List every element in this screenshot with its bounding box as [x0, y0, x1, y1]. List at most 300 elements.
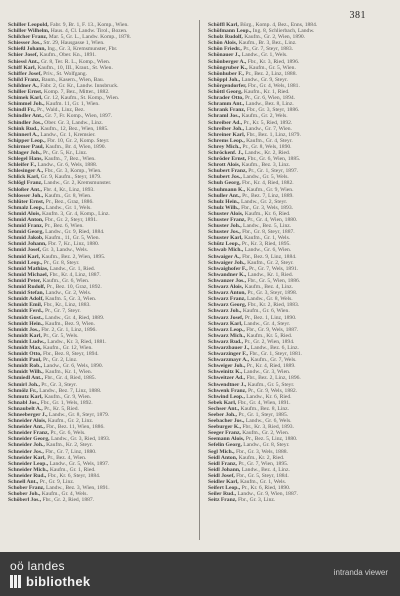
- entry-details: Kaufm., Kr. 2, Ried.: [238, 454, 285, 461]
- viewer-label: intranda viewer: [333, 568, 388, 577]
- entry-details: Landw., Gr. 3, Wien.: [243, 369, 291, 376]
- entry-name: Schuster Karl,: [208, 235, 243, 242]
- directory-entry: [8, 497, 184, 503]
- entry-name: Schörgendorfer,: [208, 82, 247, 89]
- entry-details: Pr., Wald., Linz, Bez.: [37, 107, 85, 114]
- entry-name: Schildner A.,: [8, 82, 39, 89]
- entry-name: Schmidt Emil,: [8, 302, 43, 309]
- entry-name: Schön Alois,: [208, 40, 238, 47]
- entry-name: Schirmer Paul,: [8, 143, 44, 150]
- entry-details: Kaufm., 11, Gr. 5, Wien.: [44, 235, 100, 242]
- entry-details: Fbr., Gr. 3, Steyr, 1886.: [246, 107, 300, 114]
- entry-name: Schneider Jos.,: [8, 448, 44, 455]
- entry-details: Kaufm., Kr. 2, Steyr.: [46, 442, 93, 449]
- entry-name: Schlögl Franz,: [8, 180, 43, 187]
- entry-details: Pr., Bez. 4, Wien.: [47, 454, 87, 461]
- entry-details: Landw., Gr. 2, Kremsmunster.: [43, 180, 112, 187]
- entry-name: Schuhmann K.,: [208, 186, 246, 193]
- entry-name: Schwarz Georg,: [208, 302, 247, 309]
- entry-details: Priv., St. Wolfgang.: [43, 70, 88, 77]
- entry-name: Schimek Karl,: [8, 95, 43, 102]
- entry-name: Schmid Johann,: [8, 241, 47, 248]
- entry-details: Landw., Kr. 6, Ried.: [246, 393, 292, 400]
- entry-name: Sebek Karl,: [208, 399, 237, 406]
- entry-name: Schneider Mich.,: [8, 466, 49, 473]
- entry-name: Schweitzer Ad.,: [208, 375, 246, 382]
- entry-details: Fbr., Gr. 2, Steyr, 1891.: [44, 217, 98, 223]
- entry-details: Pr., Gr. 2, Wien, 1894.: [244, 338, 295, 345]
- entry-name: Seemann Alois,: [208, 436, 245, 443]
- entry-details: Fbr., Gr. 7, Linz, 1880.: [45, 448, 97, 455]
- entry-name: Schmid Leop.,: [8, 259, 43, 266]
- entry-name: Schiessl Ant.,: [8, 58, 40, 65]
- entry-name: Schwaiger A.,: [208, 253, 241, 260]
- entry-name: Schwenk Franz,: [208, 387, 247, 394]
- entry-details: Fbr. 2, Gr. 1, Linz, 1896.: [41, 326, 97, 333]
- entry-details: Pr., Gr. 5, Kr., Linz.: [43, 149, 88, 156]
- entry-details: Fbr., Kr., Linz, 1883.: [43, 302, 91, 309]
- entry-details: Fbr., Gr. 3, Wels, 1893.: [241, 204, 294, 211]
- left-column: [8, 22, 184, 534]
- entry-name: Schwarz Karl,: [208, 320, 243, 327]
- entry-details: Landw., Gr. 5, Wels, 1897.: [49, 460, 110, 467]
- entry-details: Kaufm., Gr. 2, Wien.: [242, 430, 290, 437]
- entry-details: Kaufm., Gr. 7, Wels.: [250, 357, 297, 364]
- entry-details: Gr. 12, Kaufm., St. Komp., Wien.: [43, 95, 120, 102]
- entry-name: Sefelin Georg,: [208, 442, 242, 449]
- entry-name: Schmidt Ferd.,: [8, 308, 44, 315]
- entry-name: Schnaubelt A.,: [8, 405, 43, 412]
- entry-name: Schrott Alois,: [208, 162, 241, 169]
- entry-details: Pr., Gr. 1, Steyr, 1897.: [248, 168, 299, 175]
- entry-details: Pr., Gr. 7, Wien, 1895.: [238, 460, 289, 467]
- entry-name: Schiffer Josef,: [8, 70, 42, 77]
- entry-name: Schön Friedr.,: [208, 46, 242, 53]
- entry-details: Landw., Gr. 8, Wels.: [247, 296, 293, 303]
- entry-name: Schwarz Anton,: [208, 290, 246, 297]
- entry-name: Schwarz Rud.,: [208, 338, 243, 345]
- entry-name: Schmid Michael,: [8, 271, 49, 278]
- entry-details: Landw., Gr. 6, Wien.: [244, 247, 292, 254]
- entry-name: Schnell Ant.,: [8, 479, 39, 486]
- entry-details: Komp. 7, Bez., Mitter., 1882.: [43, 89, 110, 96]
- entry-details: Landw., Gr. 4, Ried, 1889.: [45, 314, 105, 321]
- entry-name: Schmid Rudolf,: [8, 284, 46, 291]
- page-number: 381: [349, 10, 366, 21]
- entry-details: Fbr., Bez. 8, Steyr, 1894.: [42, 351, 99, 358]
- entry-name: Schwarz Joh.,: [208, 308, 242, 315]
- entry-details: Landw., Gr. 9, Wien, 1887.: [237, 491, 298, 498]
- entry-details: Pr., Bez., Graz, 1886.: [45, 198, 94, 205]
- entry-name: Seeber Joh.,: [208, 412, 237, 418]
- entry-details: Fbr., Kr. 4, Linz, 1887.: [49, 271, 101, 278]
- entry-name: Schuster Franz,: [208, 217, 246, 223]
- entry-name: Schneider Franz,: [8, 430, 49, 437]
- entry-details: Landw., Gr. 6, Wels.: [245, 418, 292, 425]
- entry-details: Kaufm., Gr. 1, Ried.: [49, 466, 96, 473]
- entry-details: Haus. 4, Cl. Landw. Tirol., Bozen.: [50, 28, 128, 35]
- entry-name: Schütz Leop.,: [208, 241, 241, 248]
- column-divider: [199, 20, 200, 540]
- entry-name: Schubert Franz,: [208, 168, 247, 175]
- entry-details: Pr., Gr. 6, Wels.: [50, 430, 86, 437]
- entry-details: Gr. 3, Landw., Wels.: [42, 247, 89, 254]
- entry-details: Kaufm., Gr. 1, Wels.: [240, 479, 287, 486]
- entry-details: Fbr., Gr. 1, Steyr, 1881.: [249, 351, 302, 358]
- entry-details: Pr., Gr. 9, Linz.: [39, 479, 75, 486]
- entry-details: Pr., Gr. 1, Steyr, 1885.: [238, 412, 289, 418]
- entry-details: Landw., Kr. 3, Ried, 1881.: [47, 338, 107, 345]
- entry-details: Fabr. 9, Br. 1, F. 13., Komp., Wien.: [50, 22, 129, 28]
- entry-details: Kaufm., Gr. 2, Steyr.: [247, 259, 294, 266]
- entry-name: Schmalz Leop.,: [8, 204, 45, 211]
- entry-name: Schwab Mich.,: [208, 247, 244, 254]
- entry-details: Fbr., Kr. 4, Ried, 1882.: [242, 180, 294, 187]
- entry-name: Seiler Rud.,: [208, 491, 237, 498]
- entry-details: Fbr. 10, Gr. 2, Komp. Steyr.: [47, 137, 110, 144]
- entry-details: Pr., Gr. 2, Linz.: [42, 357, 78, 364]
- entry-name: Schneider Georg,: [8, 436, 50, 443]
- entry-name: Seidl Johann,: [208, 466, 241, 473]
- entry-name: Seidler Karl,: [208, 479, 239, 486]
- entry-name: Schubert Jos.,: [208, 174, 242, 181]
- entry-name: Schneider Rud.,: [8, 472, 47, 479]
- entry-details: Pr., Bez. 2, Linz, 1888.: [245, 70, 297, 77]
- entry-details: Gr. 9, Kaufm., Steyr, 1879.: [40, 174, 102, 181]
- entry-details: Pr., Kr. 5, Ried.: [44, 405, 79, 412]
- entry-details: Landw., Gr. 6, Wels, 1888.: [37, 162, 98, 169]
- entry-details: Kaufm., Gr. 2, Wien, 1890.: [244, 34, 306, 41]
- entry-details: Ober. Gr. 3, Landw., Linz.: [44, 119, 103, 126]
- entry-name: Schmid Alois,: [8, 210, 41, 217]
- entry-details: Landw., Gr. 7, Wien.: [245, 125, 292, 132]
- entry-name: Schuster Alois,: [208, 210, 244, 217]
- entry-details: Landw., Gr. 1, Ried.: [49, 265, 96, 272]
- entry-details: Landw., Gr. 9, Ried, 1884.: [45, 229, 105, 236]
- entry-details: Kaufm., Gr. 8, Wien.: [44, 192, 92, 199]
- entry-details: Fbr., Gr. 1, Wels, 1892.: [40, 399, 93, 406]
- entry-details: Fbr., Gr. 5, Wien, 1886.: [247, 277, 301, 284]
- entry-details: Kaufm., Kr. 5, Ried.: [246, 332, 293, 339]
- entry-details: Kaufm., Bez. 3, Linz.: [241, 162, 291, 169]
- entry-name: Schwendtner J.,: [208, 381, 247, 388]
- entry-details: Fbr. 4, Kr., Linz, 1893.: [43, 186, 95, 193]
- entry-name: Schmid Josef,: [8, 247, 41, 254]
- entry-details: Pr., Gr. 5, Wels.: [43, 332, 79, 339]
- entry-name: Schild Franz,: [8, 76, 41, 83]
- entry-name: Schmidt Otto,: [8, 351, 42, 358]
- entry-details: Landw., Gr. 9, Steyr.: [241, 76, 288, 83]
- entry-name: Schwaighofer F.,: [208, 265, 248, 272]
- entry-name: Schlegel Hans,: [8, 156, 43, 163]
- entry-name: Scholz Rudolf,: [208, 34, 243, 41]
- entry-name: Schröder Ernst,: [208, 156, 247, 163]
- entry-details: Fbr., Kr. 2, Ried, 1883.: [247, 302, 300, 309]
- entry-name: Schier Josef,: [8, 52, 39, 59]
- entry-details: Pr., Gr. 6, Wien, 1894.: [245, 95, 296, 102]
- library-logo[interactable]: [10, 559, 130, 589]
- entry-name: Schiesser Jos.,: [8, 40, 42, 47]
- entry-details: Landw., Gr. 8, Steyr, 1879.: [48, 412, 110, 418]
- entry-name: Schmid Georg,: [8, 229, 44, 236]
- entry-details: Pr., Gr. 7, Steyr.: [45, 308, 81, 315]
- entry-name: Schimmel Joh.,: [8, 101, 45, 108]
- entry-name: Schmutz Karl,: [8, 393, 43, 400]
- entry-name: Schlick Karl,: [8, 174, 40, 181]
- entry-details: Pr., Gr. 7, Steyr, 1883.: [243, 46, 294, 53]
- entry-name: Schober Joh.,: [8, 491, 41, 498]
- entry-name: Schuh Georg,: [208, 180, 241, 187]
- entry-details: Pr., Kr. 6, Ried, 1890.: [241, 485, 291, 492]
- entry-name: Schlosser Joh.,: [8, 192, 44, 199]
- entry-details: Fbr., Bez. 1, Linz, 1879.: [246, 131, 301, 138]
- entry-details: Fbr. 7, Kr., Linz, 1880.: [47, 241, 100, 248]
- entry-name: Schneeberger J.,: [8, 412, 48, 418]
- entry-name: Schweinitz K.,: [208, 369, 243, 376]
- entry-name: Schlesinger A.,: [8, 168, 44, 175]
- entry-details: Pr., Kr. 4, Ried, 1889.: [246, 363, 296, 370]
- entry-name: Seitz Franz,: [208, 497, 237, 504]
- entry-details: Kaufm., Gr. 5, Wien.: [248, 64, 296, 71]
- entry-name: Schröckenf. J.,: [208, 149, 244, 156]
- entry-name: Schiller Leopold,: [8, 22, 49, 28]
- entry-name: Schneider Ant.,: [8, 424, 45, 431]
- entry-name: Schmölz Fr.,: [8, 387, 38, 394]
- entry-name: Schwind Leop.,: [208, 393, 245, 400]
- entry-name: Sechser Ant.,: [208, 405, 240, 412]
- entry-name: Schmidt Gust.,: [8, 314, 44, 321]
- entry-details: Kaufm., Bez. 9, Wien.: [45, 320, 96, 327]
- entry-details: Landw., Gr. 1, Kremsier.: [40, 131, 96, 138]
- entry-name: Schmidt Karl,: [8, 332, 42, 339]
- entry-details: Kaufm., 7, Bez., Wien.: [44, 156, 96, 163]
- entry-name: Schmidt Max,: [8, 344, 42, 351]
- entry-details: Landw., Gr. 8, Steyr.: [243, 442, 290, 449]
- entry-details: Kaufm., Gr. 12, Wien.: [42, 344, 93, 351]
- entry-name: Schießl Johann,: [8, 46, 46, 53]
- footer-bar: [0, 552, 400, 596]
- entry-details: Kaufm., Kr. 1, Ried.: [243, 89, 290, 96]
- entry-details: Fbr., Gr. 2, Ried, 1887.: [42, 497, 95, 504]
- entry-details: Landw., Gr. 3, Ried, 1893.: [50, 436, 111, 443]
- entry-details: Pr., Bez. 7, Linz, 1889.: [242, 192, 294, 199]
- entry-details: Pr., Bez. 1, Linz, 1890.: [244, 314, 297, 321]
- entry-details: Fabr. 2, Gr. Kr., Landw. Innsbruck.: [40, 82, 119, 89]
- entry-details: Fbr., Gr. 3, Komp., Wien.: [44, 168, 102, 175]
- entry-details: Pr., Bez. 5, Linz, 1880.: [245, 436, 298, 443]
- entry-name: Seifert Leop.,: [208, 485, 241, 492]
- entry-details: Fbr., Bez. 9, Linz, 1884.: [242, 253, 297, 260]
- entry-name: Seidl Anton,: [208, 454, 238, 461]
- entry-details: Landw., Kr. 2, Ried.: [244, 149, 291, 156]
- entry-details: Landw., Gr. 5, Wels.: [243, 174, 289, 181]
- entry-name: Schmid Mathias,: [8, 265, 49, 272]
- entry-name: Schuster Jos.,: [208, 229, 241, 236]
- entry-name: Schmid Franz,: [8, 223, 44, 230]
- entry-name: Seeburger K.,: [208, 424, 241, 431]
- entry-name: Schneider Alois,: [8, 418, 47, 425]
- entry-name: Schöffl Karl,: [208, 22, 239, 28]
- entry-details: Kaufm. 3, Gr. 4, Komp., Linz.: [42, 210, 110, 217]
- entry-name: Schmidt Adolf,: [8, 296, 44, 303]
- entry-name: Schmid Jakob,: [8, 235, 44, 242]
- entry-details: Baum., Kasern., Wien, Bau.: [41, 76, 105, 83]
- entry-details: Gr. 8, Ter. R. L., Komp., Wien.: [40, 58, 111, 65]
- logo-bars-icon: [10, 575, 22, 588]
- entry-details: Bürg., Komp. 4, Bez., Enns, 1884.: [240, 22, 318, 28]
- entry-details: Pr., Gr. 4, Wien, 1880.: [247, 217, 298, 223]
- entry-details: Kaufm., Gr. 2, Wels.: [241, 113, 288, 120]
- entry-name: Schwarz Leop.,: [208, 326, 245, 333]
- entry-details: Kaufm., Gr. 1, Wels.: [244, 235, 291, 242]
- entry-name: Schmid Karl,: [8, 253, 41, 260]
- entry-details: Landw., Gr. 2, Steyr.: [240, 198, 288, 205]
- entry-details: Landw., Gr. 1, Wels.: [241, 52, 288, 59]
- entry-name: Schmidt Jos.,: [8, 326, 40, 333]
- entry-name: Schwanzer Jos.,: [208, 277, 246, 284]
- entry-name: Seidl Josef,: [208, 472, 235, 479]
- entry-details: Fbr., Kr. 3, Ried, 1893.: [242, 424, 294, 431]
- entry-details: Fbr., Bez. 2, Linz, 1896.: [246, 375, 301, 382]
- entry-details: Str. 29, Hausgasse 1, Wien.: [43, 40, 105, 47]
- entry-details: Pr., Kr. 5, Ried, 1892.: [243, 119, 293, 126]
- entry-details: Kaufm., Bez. 4, Linz.: [244, 284, 293, 291]
- entry-name: Schlüter Ernst,: [8, 198, 45, 205]
- entry-name: Schönhuber F.,: [208, 70, 244, 77]
- entry-details: Kaufm., Gr. 6, Wien.: [242, 308, 290, 315]
- entry-name: Schneider Leop.,: [8, 460, 49, 467]
- entry-name: Schuller Ant.,: [208, 192, 241, 199]
- entry-details: Ing., Gr. 3, Kremsmunster, Fbr.: [47, 46, 118, 53]
- entry-details: Kaufm., Ober. Kn., 1891.: [39, 52, 97, 59]
- entry-details: Pr., Gr. 3, Steyr.: [41, 381, 78, 388]
- entry-details: Kaufm. 5, Gr. 3, Wien.: [45, 296, 97, 303]
- entry-name: Schöfmann Leop.,: [208, 28, 252, 35]
- entry-name: Schneider Joh.,: [8, 442, 45, 449]
- entry-details: Fbr., Kr. 6, Steyr, 1884.: [47, 472, 101, 479]
- entry-name: Schloßer Ant.,: [8, 186, 42, 193]
- logo-line-2: bibliothek: [26, 574, 91, 589]
- entry-name: Schmidt Ludw.,: [8, 338, 46, 345]
- entry-name: Schindler Ant.,: [8, 113, 44, 120]
- entry-details: Landw., Bez. 5, Linz.: [243, 223, 292, 230]
- entry-name: Schink Rud.,: [8, 125, 39, 132]
- entry-name: Schöberl Jos.,: [8, 497, 42, 504]
- entry-name: Schöttl Georg,: [208, 89, 243, 96]
- entry-name: Schönberger A.,: [208, 58, 247, 65]
- entry-name: Schmid Stefan,: [8, 290, 45, 297]
- entry-name: Schmiedl Ant.,: [8, 375, 43, 382]
- entry-name: Schulz Wilh.,: [208, 204, 240, 211]
- entry-name: Schmidt Hein.,: [8, 320, 44, 327]
- entry-name: Schreiber Ad.,: [208, 119, 243, 126]
- entry-details: Kaufm., Gr. 9, Wien.: [44, 393, 92, 400]
- directory-entry: [208, 497, 384, 503]
- entry-name: Schreiber Joh.,: [208, 125, 244, 132]
- entry-name: Seidl Franz,: [208, 460, 237, 467]
- entry-name: Schmid Anton,: [8, 217, 44, 223]
- entry-details: Fbr., Gr. 3, Wels, 1888.: [235, 448, 288, 455]
- entry-name: Schreiner Karl,: [208, 131, 246, 138]
- entry-name: Schuster Joh.,: [208, 223, 242, 230]
- entry-name: Schober Franz,: [8, 485, 45, 492]
- entry-details: Kaufm., Bez. 2, Wien, 1895.: [41, 253, 106, 260]
- entry-name: Schmidt Wilh.,: [8, 369, 44, 376]
- entry-details: Pr., Gr. 7, Wels, 1891.: [249, 265, 299, 272]
- entry-details: Kaufm., Br. 4, Wien, 1890.: [45, 143, 106, 150]
- entry-details: Kaufm., Bez. 8, Linz.: [240, 405, 290, 412]
- entry-details: Pr., Bez. 10, Graz, 1892.: [46, 284, 102, 291]
- entry-name: Schwarz Franz,: [208, 296, 246, 303]
- entry-details: Pr., Gr. 8, Wels, 1890.: [242, 143, 292, 150]
- entry-name: Schiller Ernst,: [8, 89, 43, 96]
- entry-name: Schwarz Alois,: [208, 284, 244, 291]
- entry-name: Schulz Hein.,: [208, 198, 240, 205]
- entry-details: Landw., Bez. 3, Wien, 1891.: [45, 485, 110, 492]
- entry-details: Pr., Bez. 6, Wien.: [44, 223, 84, 230]
- entry-details: Pr., Kr. 3, Ried, 1895.: [241, 241, 291, 248]
- entry-details: Landw., Gr. 2, Wels.: [45, 290, 92, 297]
- entry-details: Landw., Gr. 6, Wels, 1890.: [43, 363, 104, 370]
- entry-name: Schmidt Rob.,: [8, 363, 43, 370]
- entry-details: Fbr., Gr. 3, Linz.: [238, 497, 276, 504]
- entry-details: Ing. 8, Schlierbach, Landw.: [252, 28, 315, 35]
- entry-name: Schmidt Paul,: [8, 357, 42, 364]
- entry-name: Schwarz Mich.,: [208, 332, 246, 339]
- right-column: [208, 22, 384, 534]
- entry-details: Kaufm., Gr. 5, Steyr.: [247, 381, 295, 388]
- entry-details: Fbr., Gr. 8, Steyr, 1887.: [242, 229, 295, 236]
- entry-name: Schiff Karl,: [8, 64, 36, 71]
- entry-name: Schwarzbauer J.,: [208, 344, 250, 351]
- entry-details: Fbr., Gr. 5, Steyr, 1884.: [236, 472, 289, 479]
- entry-details: Gr. 7, Fr. Komp., Wien, 1897.: [45, 113, 113, 120]
- entry-details: Landw., Bez. 4, Linz.: [241, 466, 290, 473]
- entry-name: Schwandner K.,: [208, 271, 247, 278]
- entry-name: Schraml Jos.,: [208, 113, 241, 120]
- entry-details: Pr., Gr. 8, Steyr.: [43, 259, 80, 266]
- entry-name: Schrank Franz,: [208, 107, 246, 114]
- entry-name: Schweiger Joh.,: [208, 363, 246, 370]
- entry-details: Landw., Gr. 1, Wels.: [45, 204, 92, 211]
- entry-name: Segl Mich.,: [208, 448, 235, 455]
- entry-name: Seeger Franz,: [208, 430, 241, 437]
- logo-line-1: oö landes: [10, 559, 65, 573]
- entry-details: Landw., Bez. 6, Linz.: [250, 344, 299, 351]
- entry-details: Mar. 5, Gr. L., Landw. Komp., 1878.: [48, 34, 131, 41]
- entry-name: Schmirl Joh.,: [8, 381, 40, 388]
- entry-name: Schwarz Josef,: [208, 314, 244, 321]
- entry-name: Schilcher Franz,: [8, 34, 48, 41]
- entry-name: Schwarzmayr A.,: [208, 357, 250, 364]
- entry-details: Landw., Bez. 8, Linz.: [245, 101, 294, 108]
- entry-details: Kaufm., Br. 3, Bez., Linz.: [238, 40, 297, 47]
- entry-name: Schindl Fr.,: [8, 107, 36, 114]
- entry-details: Fbr., Gr. 4, Ried, 1885.: [44, 375, 96, 382]
- entry-details: Fbr., Gr. 9, Wels, 1887.: [246, 326, 299, 333]
- entry-name: Schlager Joh.,: [8, 149, 42, 156]
- entry-name: Schmid Peter,: [8, 277, 42, 284]
- entry-name: Schramm Ant.,: [208, 101, 245, 108]
- entry-name: Schönauer J.,: [208, 52, 241, 59]
- entry-name: Seebacher Jos.,: [208, 418, 245, 425]
- entry-details: Fbr., Gr. 6, Wien, 1885.: [247, 156, 301, 163]
- entry-details: Kaufm., Gr. 9, Wien.: [246, 186, 294, 193]
- entry-details: Landw., Gr. 4, Steyr.: [243, 320, 291, 327]
- entry-details: Landw., Kr. 1, Ried.: [247, 271, 294, 278]
- entry-details: Fbr., Gr. 4, Wien, 1891.: [237, 399, 291, 406]
- entry-name: Schinnerl A.,: [8, 131, 39, 138]
